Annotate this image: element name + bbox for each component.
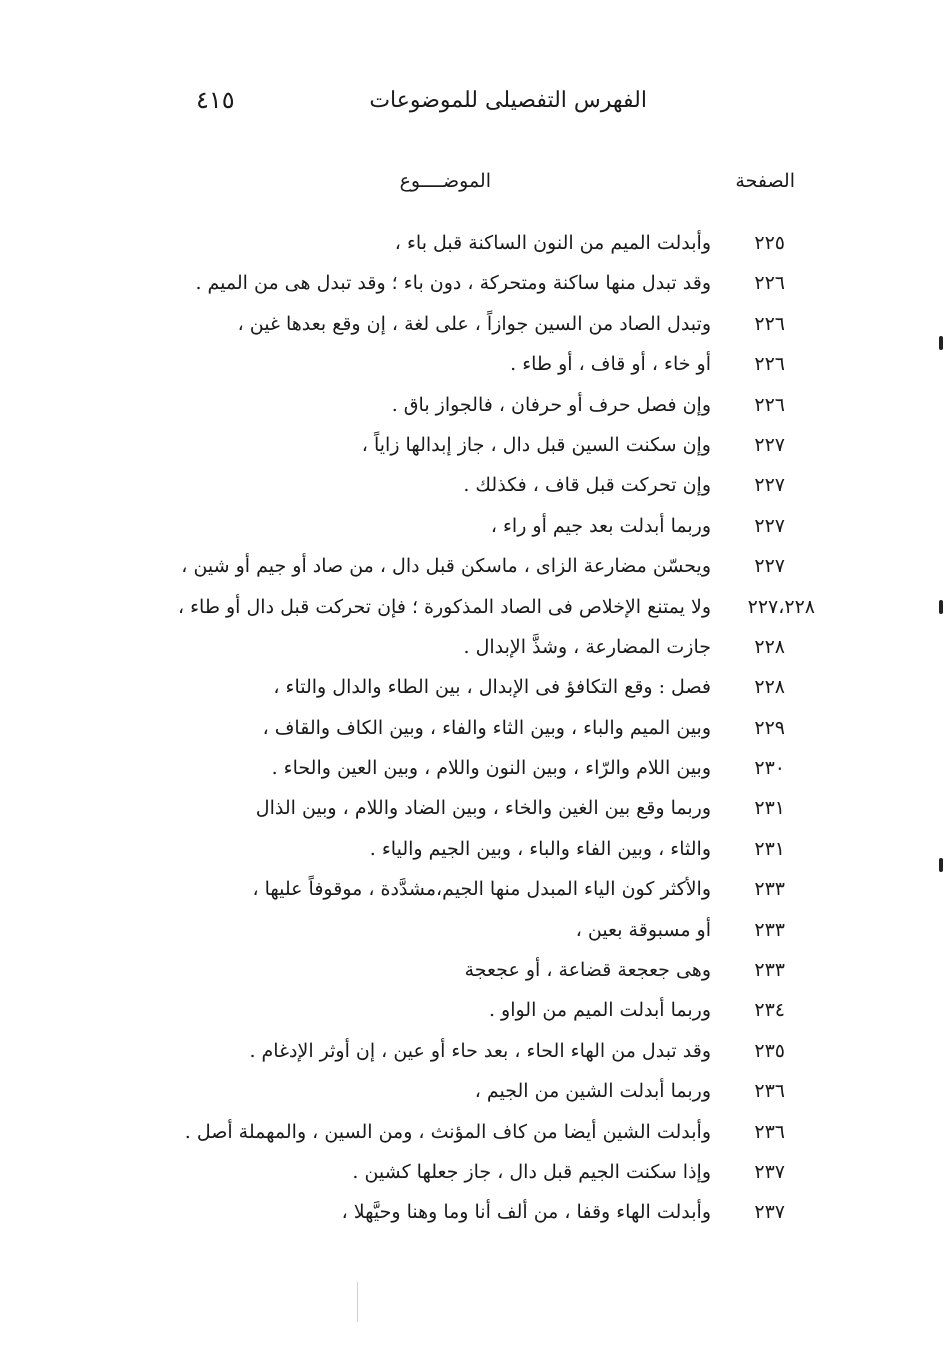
index-entry <box>0 753 947 793</box>
entry-page-number: ٢٢٧ <box>754 555 785 578</box>
entry-topic: وربما وقع بين الغين والخاء ، وبين الضاد واللام ، وبين الذال <box>255 797 711 820</box>
entry-page-number: ٢٢٦ <box>754 353 785 376</box>
index-entry <box>0 430 947 470</box>
entry-page-number: ٢٢٧ <box>754 514 785 537</box>
index-entry <box>0 874 947 914</box>
entry-topic: والأكثر كون الياء المبدل منها الجيم،مشدَّدة ، موقوفاً عليها ، <box>252 878 711 901</box>
entry-topic: جازت المضارعة ، وشذَّ الإبدال . <box>463 635 711 658</box>
index-entry <box>0 551 947 591</box>
entry-topic: ويحسّن مضارعة الزاى ، ماسكن قبل دال ، من صاد أو جيم أو شين ، <box>181 555 711 578</box>
entry-page-number: ٢٣٧ <box>754 1160 785 1183</box>
index-entry <box>0 470 947 510</box>
index-entry <box>0 268 947 308</box>
index-entry <box>0 1157 947 1197</box>
entry-page-number: ٢٢٥ <box>754 232 785 254</box>
index-entry <box>0 672 947 712</box>
index-entry <box>0 309 947 349</box>
index-entries <box>0 228 947 1238</box>
entry-topic: وبين الميم والباء ، وبين الثاء والفاء ، وبين الكاف والقاف ، <box>262 716 711 739</box>
entry-page-number: ٢٢٧ <box>754 474 785 497</box>
binding-margin-mark <box>939 858 943 872</box>
entry-topic: وربما أبدلت الميم من الواو . <box>488 999 711 1022</box>
index-entry <box>0 592 947 632</box>
entry-page-number: ٢٣٣ <box>754 878 785 901</box>
entry-topic: وهى جعجعة قضاعة ، أو عجعجة <box>464 959 711 982</box>
entry-page-number: ٢٣٤ <box>754 999 785 1022</box>
entry-page-number: ٢٢٦ <box>754 393 785 416</box>
entry-topic: فصل : وقع التكافؤ فى الإبدال ، بين الطاء والدال والتاء ، <box>273 676 711 699</box>
entry-page-number: ٢٢٦ <box>754 312 785 335</box>
entry-page-number: ٢٣٣ <box>754 918 785 941</box>
entry-topic: وربما أبدلت الشين من الجيم ، <box>474 1080 711 1103</box>
index-entry <box>0 228 947 268</box>
entry-page-number: ٢٣٥ <box>754 1039 785 1062</box>
entry-topic: وقد تبدل منها ساكنة ومتحركة ، دون باء ؛ وقد تبدل هى من الميم . <box>195 272 711 295</box>
entry-page-number: ٢٢٨ <box>754 635 785 658</box>
entry-page-number: ٢٢٩ <box>754 716 785 739</box>
entry-page-number: ٢٣٧ <box>754 1201 785 1224</box>
entry-topic: وإن سكنت السين قبل دال ، جاز إبدالها زاياً ، <box>361 433 711 456</box>
gutter-line <box>357 1282 358 1322</box>
index-entry <box>0 1197 947 1237</box>
entry-topic: وأبدلت الهاء وقفا ، من ألف أنا وما وهنا وحيَّهلا ، <box>341 1201 711 1224</box>
entry-page-number: ٢٣٦ <box>754 1080 785 1103</box>
index-entry <box>0 915 947 955</box>
entry-topic: أو مسبوقة بعين ، <box>575 918 711 941</box>
entry-topic: وقد تبدل من الهاء الحاء ، بعد حاء أو عين ، إن أوثر الإدغام . <box>249 1039 711 1062</box>
index-entry <box>0 1117 947 1157</box>
entry-topic: وإذا سكنت الجيم قبل دال ، جاز جعلها كشين . <box>352 1160 711 1183</box>
entry-topic: وربما أبدلت بعد جيم أو راء ، <box>490 514 711 537</box>
entry-page-number: ٢٣٦ <box>754 1120 785 1143</box>
entry-page-number: ٢٣٠ <box>754 757 785 780</box>
entry-topic: والثاء ، وبين الفاء والباء ، وبين الجيم والياء . <box>369 837 711 860</box>
binding-margin-mark <box>939 336 943 350</box>
index-entry <box>0 713 947 753</box>
index-entry <box>0 632 947 672</box>
index-entry <box>0 1036 947 1076</box>
entry-topic: وأبدلت الشين أيضا من كاف المؤنث ، ومن السين ، والمهملة أصل . <box>184 1120 711 1143</box>
entry-topic: وإن تحركت قبل قاف ، فكذلك . <box>463 474 711 497</box>
index-entry <box>0 834 947 874</box>
index-entry <box>0 955 947 995</box>
running-header-title: الفهرس التفصيلى للموضوعات <box>369 88 647 113</box>
index-entry <box>0 511 947 551</box>
entry-topic: وإن فصل حرف أو حرفان ، فالجواز باق . <box>391 393 711 416</box>
entry-topic: وأبدلت الميم من النون الساكنة قبل باء ، <box>394 232 711 254</box>
binding-margin-mark <box>939 600 943 614</box>
entry-topic: وبين اللام والرّاء ، وبين النون واللام ، وبين العين والحاء . <box>271 757 711 780</box>
index-entry <box>0 390 947 430</box>
entry-page-number: ٢٣٣ <box>754 959 785 982</box>
entry-page-number: ٢٢٨ <box>754 676 785 699</box>
entry-topic: ولا يمتنع الإخلاص فى الصاد المذكورة ؛ فإن تحركت قبل دال أو طاء ، <box>177 595 711 618</box>
index-entry <box>0 349 947 389</box>
entry-page-number: ٢٢٦ <box>754 272 785 295</box>
page-number: ٤١٥ <box>196 86 235 114</box>
index-entry <box>0 1076 947 1116</box>
column-heading-page: الصفحة <box>735 170 795 192</box>
entry-page-number: ٢٣١ <box>754 797 785 820</box>
index-entry <box>0 995 947 1035</box>
entry-page-number: ٢٣١ <box>754 837 785 860</box>
entry-page-number: ٢٢٧،٢٢٨ <box>747 595 815 618</box>
index-entry <box>0 793 947 833</box>
entry-topic: أو خاء ، أو قاف ، أو طاء . <box>510 353 711 376</box>
entry-page-number: ٢٢٧ <box>754 433 785 456</box>
entry-topic: وتبدل الصاد من السين جوازاً ، على لغة ، إن وقع بعدها غين ، <box>237 312 711 335</box>
column-heading-topic: الموضــــوع <box>399 170 491 192</box>
